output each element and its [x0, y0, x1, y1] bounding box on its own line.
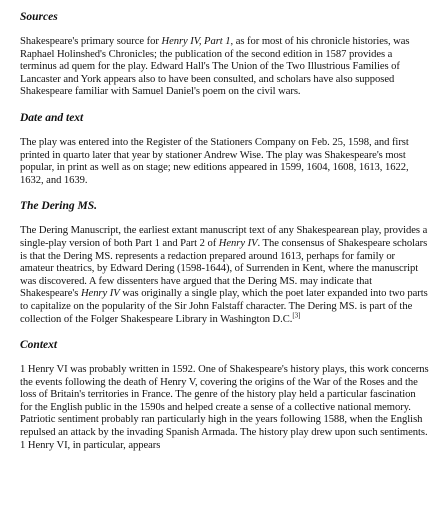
date-and-text-paragraph: [20, 137, 430, 187]
section-heading-context: Context: [20, 339, 58, 352]
dering-ms-text-3: was originally a single play, which the poet later expanded into two parts to capitalize on the popularity of the Sir John Falstaff character. The Dering MS. is part of the collection of the Folger Shakespeare Library in Washington D.C.: [20, 288, 428, 325]
dering-ms-paragraph: [20, 225, 430, 326]
dering-ms-italic-title-2: Henry IV: [80, 288, 120, 300]
sources-text-1: Shakespeare's primary source for: [20, 36, 162, 47]
sources-italic-title: Henry IV, Part 1: [161, 36, 231, 47]
context-paragraph: [20, 364, 430, 452]
section-heading-sources: Sources: [20, 11, 58, 23]
context-text-1: 1 Henry VI was probably written in 1592. One of Shakespeare's history plays, this work concerns the events following the death of Henry V, covering the origins of the War of the Roses and the loss of Britain's territories in France. The genre of the history play held a particular fascination for the English public in the 1590s and helped create a sense of a collective national memory. Patriotic sentiment probably ran particularly high in the years following 1588, when the English repulsed an attack by the invading Spanish Armada. The history play drew upon such sentiments. 1 Henry VI, in particular, appears: [20, 364, 429, 451]
dering-ms-text-2: . The consensus of Shakespeare scholars is that the Dering MS. represents a redaction prepared around 1613, perhaps for family or amateur theatrics, by Edward Dering (1598-1644), of Surrenden in Kent, where the manuscript was discovered. A few dissenters have argued that the Dering MS. may indicate that Shakespeare's: [20, 237, 428, 300]
sources-text-2: , as for most of his chronicle histories, was Raphael Holinshed's Chronicles; the publication of the second edition in 1587 provides a terminus ad quem for the play. Edward Hall's The Union of the Two Illustrious Families of Lancaster and York appears also to have been consulted, and scholars have also supposed Shakespeare familiar with Samuel Daniel's poem on the civil wars.: [20, 36, 410, 98]
footnote-reference-link[interactable]: [3]: [292, 310, 301, 319]
dering-ms-text-1: The Dering Manuscript, the earliest extant manuscript text of any Shakespearean play, provides a single-play version of both Part 1 and Part 2 of: [20, 225, 428, 249]
dering-ms-italic-title-1: Henry IV: [218, 237, 258, 249]
sources-paragraph: [20, 36, 430, 99]
section-heading-date-and-text: Date and text: [20, 111, 84, 124]
document-page: [20, 10, 430, 464]
date-and-text-text-1: The play was entered into the Register of the Stationers Company on Feb. 25, 1598, and first printed in quarto later that year by stationer Andrew Wise. The play was Shakespeare's most popular, in print as well as on stage; new editions appeared in 1599, 1604, 1608, 1613, 1622, 1632, and 1639.: [20, 136, 409, 186]
section-heading-dering-ms: The Dering MS.: [20, 200, 97, 213]
